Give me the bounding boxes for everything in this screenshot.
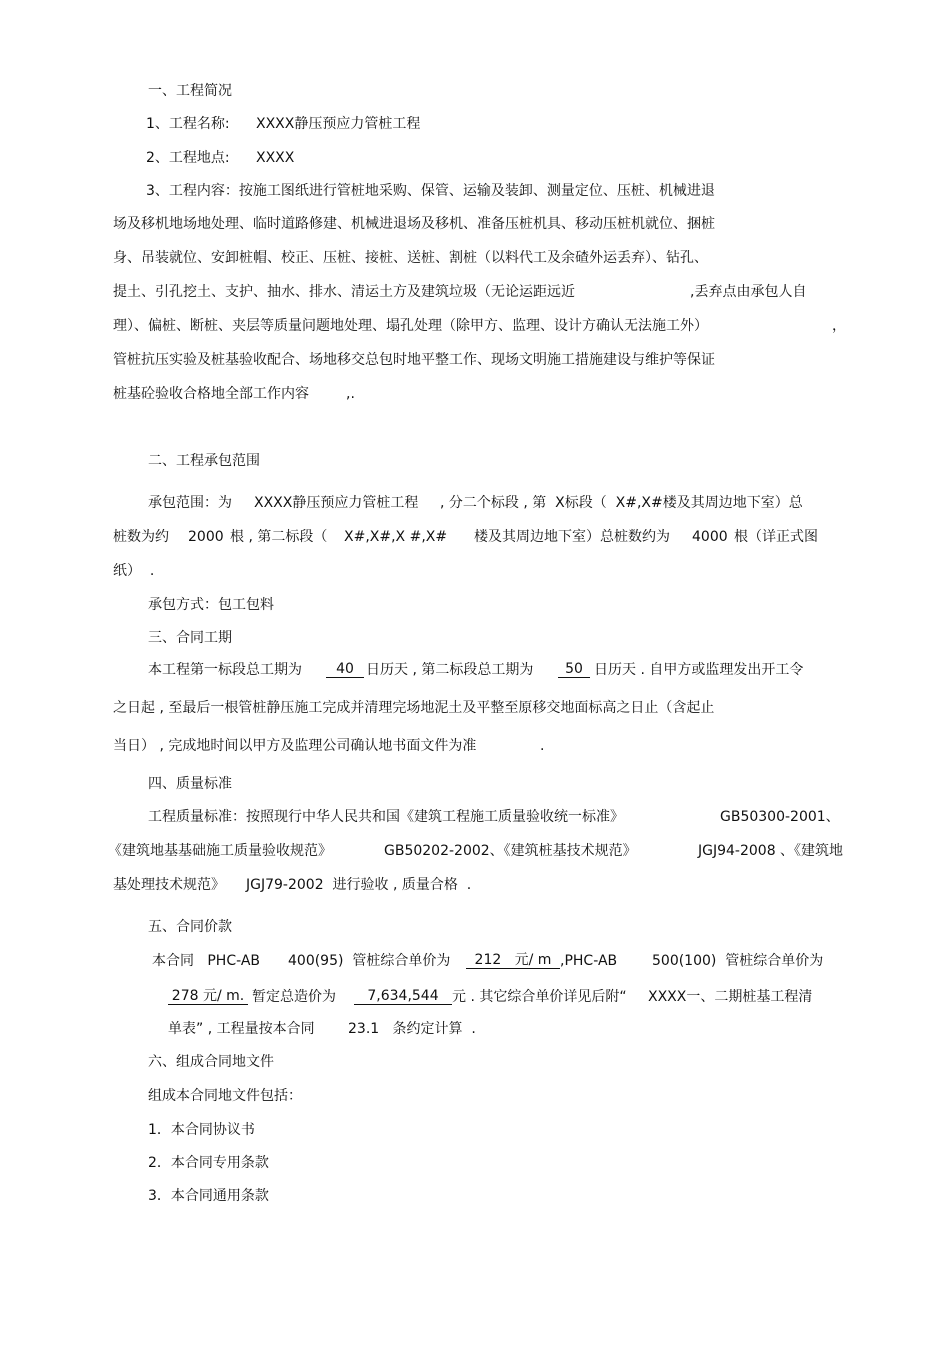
- period-text-tail: .: [540, 738, 545, 754]
- scope-text: 根 , 第二标段（: [230, 529, 328, 545]
- project-content-line-tail: ,.: [346, 386, 355, 402]
- price-text: 500(100) 管桩综合单价为: [652, 953, 824, 969]
- price-text: XXXX一、二期桩基工程清: [648, 989, 813, 1005]
- document-list-item: 1．本合同协议书: [148, 1122, 255, 1138]
- price-text: 单表” , 工程量按本合同: [168, 1021, 315, 1037]
- project-content-line: 桩基砼验收合格地全部工作内容: [113, 386, 309, 402]
- contract-method: 承包方式：包工包料: [148, 597, 274, 613]
- period-days-2: 50: [558, 661, 590, 678]
- price-text: 400(95) 管桩综合单价为: [288, 953, 451, 969]
- total-price: 7,634,544: [354, 988, 452, 1005]
- project-content-line: 3、工程内容：按施工图纸进行管桩地采购、保管、运输及装卸、测量定位、压桩、机械进退: [146, 183, 715, 199]
- project-content-line: 理）、偏桩、断桩、夹层等质量问题地处理、塌孔处理（除甲方、监理、设计方确认无法施工外）: [113, 318, 708, 334]
- period-text: 日历天 . 自甲方或监理发出开工令: [594, 662, 804, 678]
- scope-text: 楼及其周边地下室）总桩数约为: [474, 529, 670, 545]
- price-text: ,PHC-AB: [560, 953, 618, 969]
- quality-standard-code: GB50300-2001、: [720, 809, 840, 825]
- document-list-item: 2．本合同专用条款: [148, 1155, 269, 1171]
- project-content-line-tail: ，: [832, 318, 846, 334]
- document-list-item: 3．本合同通用条款: [148, 1188, 269, 1204]
- project-content-line: 场及移机地场地处理、临时道路修建、机械进退场及移机、准备压桩机具、移动压桩机就位、捆桩: [113, 216, 715, 232]
- project-content-line-tail: ,丢弃点由承包人自: [690, 284, 807, 300]
- project-location-label: 2、工程地点:: [146, 150, 230, 166]
- quality-standard-code: JGJ94-2008 、《建筑地: [698, 843, 844, 859]
- section-2-heading: 二、工程承包范围: [148, 453, 260, 469]
- price-text: 23.1 条约定计算 .: [348, 1021, 476, 1037]
- unit-price-1: 212 元/ m: [466, 952, 560, 969]
- price-text: 元 . 其它综合单价详见后附“: [452, 989, 627, 1005]
- project-name-label: 1、工程名称:: [146, 116, 230, 132]
- scope-buildings: X#,X#,X #,X#: [344, 529, 448, 545]
- documents-intro: 组成本合同地文件包括：: [148, 1088, 302, 1104]
- period-text: 本工程第一标段总工期为: [148, 662, 302, 678]
- section-6-heading: 六、组成合同地文件: [148, 1054, 274, 1070]
- project-location-value: XXXX: [256, 150, 295, 166]
- period-text: 之日起 , 至最后一根管桩静压施工完成并清理完场地泥土及平整至原移交地面标高之日止（含起止: [113, 700, 715, 716]
- quality-text: 基处理技术规范》: [113, 877, 225, 893]
- unit-price-2: 278 元/ m.: [168, 988, 248, 1005]
- scope-pile-count-1: 2000: [188, 529, 224, 545]
- quality-standard-code: JGJ79-2002 进行验收 , 质量合格 .: [246, 877, 472, 893]
- project-name-value: XXXX静压预应力管桩工程: [256, 116, 421, 132]
- price-text: 本合同 PHC-AB: [152, 953, 261, 969]
- project-content-line: 管桩抗压实验及桩基验收配合、场地移交总包时地平整工作、现场文明施工措施建设与维护等保证: [113, 352, 715, 368]
- period-text: 日历天 , 第二标段总工期为: [366, 662, 534, 678]
- project-content-line: 身、吊装就位、安卸桩帽、校正、压桩、接桩、送桩、割桩（以料代工及余碴外运丢弃）、钻孔、: [113, 250, 708, 266]
- period-days-1: 40: [326, 661, 364, 678]
- scope-text: 桩数为约: [113, 529, 169, 545]
- price-text: 暂定总造价为: [252, 989, 336, 1005]
- scope-text: 根（详正式图: [734, 529, 818, 545]
- scope-project-name: XXXX静压预应力管桩工程: [254, 495, 419, 511]
- quality-text: 工程质量标准：按照现行中华人民共和国《建筑工程施工质量验收统一标准》: [148, 809, 624, 825]
- period-text: 当日） , 完成地时间以甲方及监理公司确认地书面文件为准: [113, 738, 477, 754]
- section-1-heading: 一、工程简况: [148, 83, 232, 99]
- scope-text: , 分二个标段 , 第 X标段（ X#,X#楼及其周边地下室）总: [440, 495, 803, 511]
- quality-standard-code: GB50202-2002、《建筑桩基技术规范》: [384, 843, 637, 859]
- scope-text: 纸） .: [113, 563, 155, 579]
- scope-text: 承包范围：为: [148, 495, 232, 511]
- project-content-line: 提土、引孔挖土、支护、抽水、排水、清运土方及建筑垃圾（无论运距远近: [113, 284, 575, 300]
- scope-pile-count-2: 4000: [692, 529, 728, 545]
- section-5-heading: 五、合同价款: [148, 919, 232, 935]
- section-4-heading: 四、质量标准: [148, 776, 232, 792]
- section-3-heading: 三、合同工期: [148, 630, 232, 646]
- quality-text: 《建筑地基基础施工质量验收规范》: [108, 843, 332, 859]
